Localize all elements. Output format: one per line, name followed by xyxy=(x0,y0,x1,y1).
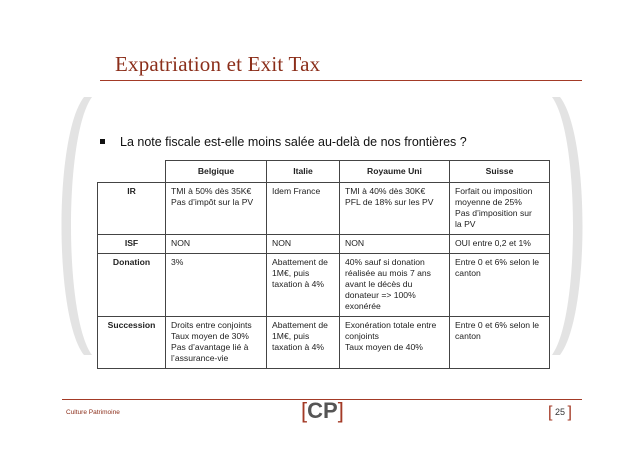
table-cell xyxy=(450,235,550,254)
cell-text-line: 3% xyxy=(171,257,184,267)
table-cell xyxy=(166,235,267,254)
header-empty-cell xyxy=(98,161,166,183)
row-label: ISF xyxy=(98,235,166,254)
cell-text-line: TMI à 50% dès 35K€ xyxy=(171,186,252,196)
table-cell xyxy=(267,183,340,235)
cell-text-line: moyenne de 25% xyxy=(455,197,522,207)
right-parenthesis-decoration xyxy=(548,95,586,357)
cell-text-line: 1M€, puis xyxy=(272,331,310,341)
cell-text-line: Idem France xyxy=(272,186,321,196)
cell-text-line: taxation à 4% xyxy=(272,342,325,352)
table-row xyxy=(98,183,550,235)
left-parenthesis-decoration xyxy=(58,95,96,357)
table-row xyxy=(98,235,550,254)
cell-text-line: Entre 0 et 6% selon le xyxy=(455,257,540,267)
page-number-text: 25 xyxy=(554,407,565,417)
cell-text-line: Abattement de xyxy=(272,320,328,330)
row-label: Donation xyxy=(98,254,166,317)
table-cell xyxy=(267,317,340,369)
cell-text-line: Pas d’avantage lié à xyxy=(171,342,249,352)
cell-text-line: NON xyxy=(345,238,365,248)
cell-text-line: Abattement de xyxy=(272,257,328,267)
table-row xyxy=(98,317,550,369)
cell-text-line: Exonération totale entre xyxy=(345,320,437,330)
cell-text-line: Pas d’impôt sur la PV xyxy=(171,197,254,207)
cell-text-line: avant le décès du xyxy=(345,279,413,289)
cell-text-line: exonérée xyxy=(345,301,381,311)
cell-text-line: Pas d’imposition sur xyxy=(455,208,532,218)
table-cell xyxy=(267,235,340,254)
cell-text-line: conjoints xyxy=(345,331,379,341)
cell-text-line: OUI entre 0,2 et 1% xyxy=(455,238,531,248)
cell-text-line: réalisée au mois 7 ans xyxy=(345,268,431,278)
cell-text-line: canton xyxy=(455,268,481,278)
table-cell xyxy=(450,183,550,235)
cp-logo: [CP] xyxy=(301,398,344,423)
header-suisse: Suisse xyxy=(450,161,550,183)
cell-text-line: taxation à 4% xyxy=(272,279,325,289)
cell-text-line: la PV xyxy=(455,219,476,229)
table-cell xyxy=(340,183,450,235)
table-cell xyxy=(166,254,267,317)
row-label: Succession xyxy=(98,317,166,369)
cell-text-line: Droits entre conjoints xyxy=(171,320,252,330)
cell-text-line: Taux moyen de 30% xyxy=(171,331,249,341)
cell-text-line: PFL de 18% sur les PV xyxy=(345,197,434,207)
cell-text-line: 1M€, puis xyxy=(272,268,310,278)
table-row xyxy=(98,254,550,317)
bullet-square-icon xyxy=(100,139,105,144)
row-label: IR xyxy=(98,183,166,235)
cell-text-line: l’assurance-vie xyxy=(171,353,229,363)
header-royaume-uni: Royaume Uni xyxy=(340,161,450,183)
table-cell xyxy=(450,254,550,317)
cell-text-line: Forfait ou imposition xyxy=(455,186,533,196)
page-number: [ 25 ] xyxy=(548,404,572,421)
slide-title: Expatriation et Exit Tax xyxy=(115,52,321,76)
table-header-row xyxy=(98,161,550,183)
cell-text-line: TMI à 40% dès 30K€ xyxy=(345,186,426,196)
header-belgique: Belgique xyxy=(166,161,267,183)
bullet-text: La note fiscale est-elle moins salée au-delà de nos frontières ? xyxy=(120,135,467,149)
cell-text-line: NON xyxy=(171,238,191,248)
table-cell xyxy=(166,183,267,235)
cell-text-line: NON xyxy=(272,238,292,248)
cell-text-line: donateur => 100% xyxy=(345,290,416,300)
table-cell xyxy=(340,254,450,317)
footer-left-text: Culture Patrimoine xyxy=(66,409,120,416)
table-cell xyxy=(267,254,340,317)
cp-logo-text: CP xyxy=(307,398,338,423)
title-rule xyxy=(100,80,582,81)
comparison-table xyxy=(97,160,550,369)
table-cell xyxy=(340,235,450,254)
table-cell xyxy=(166,317,267,369)
cell-text-line: 40% sauf si donation xyxy=(345,257,425,267)
cell-text-line: canton xyxy=(455,331,481,341)
table-cell xyxy=(340,317,450,369)
table-cell xyxy=(450,317,550,369)
bullet-item xyxy=(100,135,467,149)
cell-text-line: Taux moyen de 40% xyxy=(345,342,423,352)
cell-text-line: Entre 0 et 6% selon le xyxy=(455,320,540,330)
header-italie: Italie xyxy=(267,161,340,183)
